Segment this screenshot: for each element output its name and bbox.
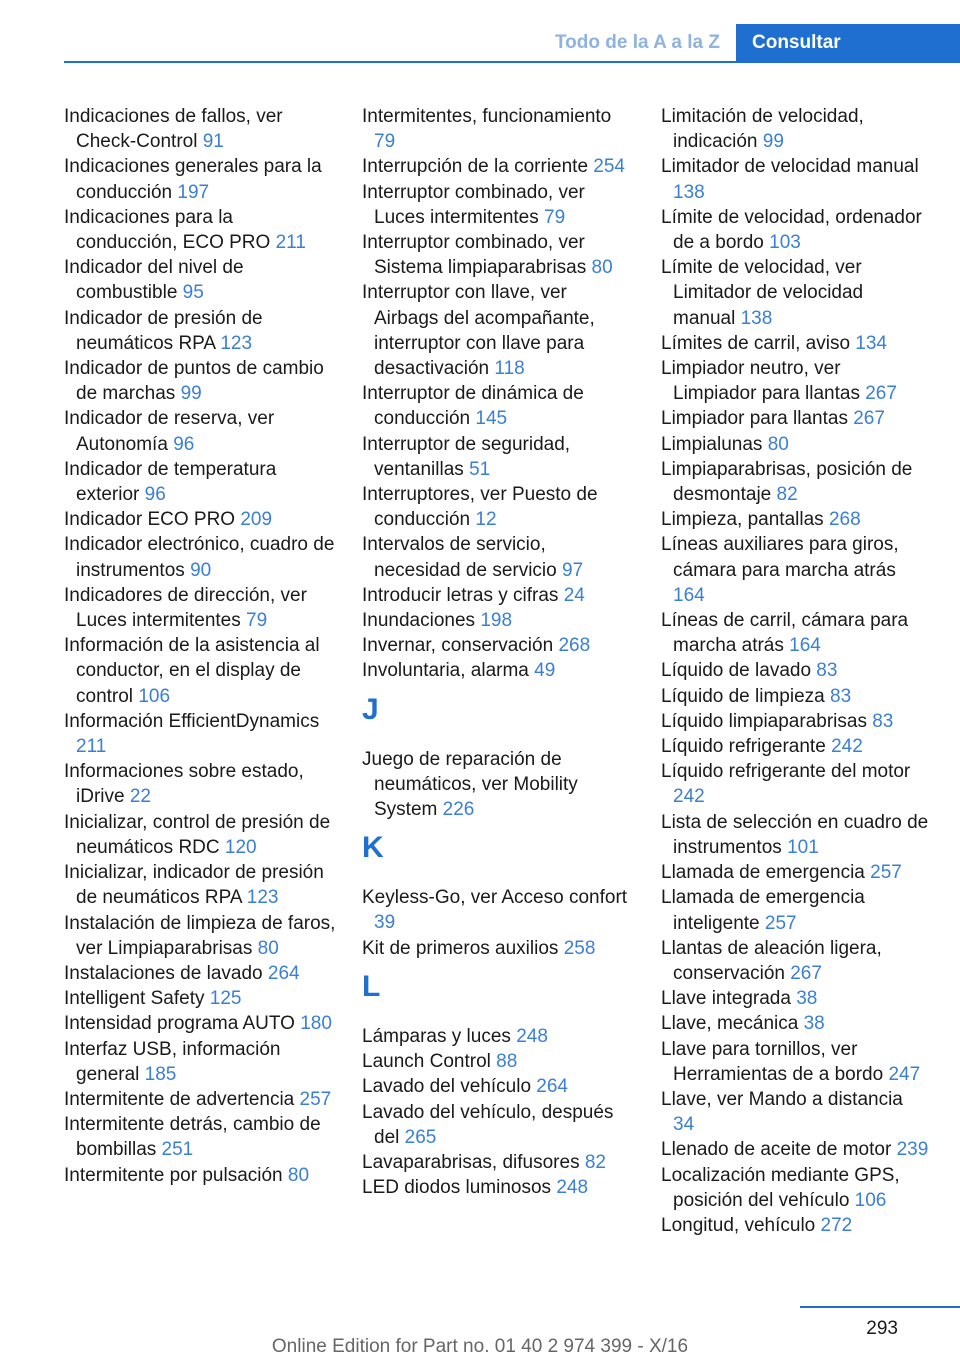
index-entry <box>661 608 929 658</box>
index-entry-text: Intermitente detrás, cambio de bombillas <box>64 1114 321 1161</box>
index-entry-text: Indicador del nivel de combustible <box>64 257 244 304</box>
index-entry <box>661 885 929 935</box>
index-page-link[interactable]: 265 <box>404 1126 437 1148</box>
index-entry <box>64 507 336 532</box>
index-page-link[interactable]: 164 <box>673 584 705 606</box>
index-page-link[interactable]: 257 <box>764 912 797 934</box>
index-entry-text: Intervalos de servicio, necesidad de servicio <box>362 534 557 581</box>
index-page-link[interactable]: 138 <box>740 307 773 329</box>
index-entry <box>362 180 634 230</box>
index-entry <box>661 1087 929 1137</box>
index-entry-text: Interruptor combinado, ver Sistema limpiaparabrisas <box>362 232 587 279</box>
index-page-link[interactable]: 79 <box>374 131 396 153</box>
index-page-link[interactable]: 257 <box>870 862 902 884</box>
index-page-link[interactable]: 209 <box>240 509 273 531</box>
index-entry <box>362 1074 634 1099</box>
index-entry <box>362 432 634 482</box>
index-page-link[interactable]: 257 <box>299 1088 332 1110</box>
index-entry-text: Inicializar, indicador de presión de neumáticos RPA <box>64 862 324 909</box>
index-entry <box>661 356 929 406</box>
index-entry-text: Localización mediante GPS, posición del vehículo <box>661 1164 900 1211</box>
index-page-link[interactable]: 51 <box>469 458 491 480</box>
index-column-1 <box>64 104 336 1188</box>
index-page-link[interactable]: 134 <box>855 332 887 354</box>
index-entry <box>64 532 336 582</box>
index-entry-text: Líneas auxiliares para giros, cámara para marcha atrás <box>661 534 899 581</box>
index-entry <box>362 104 634 154</box>
index-entry <box>362 1100 634 1150</box>
index-entry <box>362 1150 634 1175</box>
index-entry <box>661 255 929 331</box>
index-page-link[interactable]: 248 <box>556 1177 589 1199</box>
index-page-link[interactable]: 22 <box>129 786 151 808</box>
index-page-link[interactable]: 120 <box>224 836 257 858</box>
index-page-link[interactable]: 106 <box>854 1189 887 1211</box>
index-page-link[interactable]: 79 <box>544 206 566 228</box>
index-entry-text: Llamada de emergencia <box>661 862 865 884</box>
index-entry <box>362 482 634 532</box>
index-entry-text: Intermitente de advertencia <box>64 1088 295 1110</box>
index-entry-text: Instalaciones de lavado <box>64 962 263 984</box>
index-entry-text: Información de la asistencia al conductor, en el display de control <box>64 635 320 707</box>
index-entry-text: Interruptor de seguridad, ventanillas <box>362 433 571 480</box>
index-entry <box>64 810 336 860</box>
index-entry-text: Indicaciones de fallos, ver Check-Control <box>64 106 283 153</box>
index-page-link[interactable]: 268 <box>558 635 591 657</box>
index-entry <box>64 1037 336 1087</box>
index-page-link[interactable]: 80 <box>591 257 613 279</box>
index-page-link[interactable]: 251 <box>161 1139 194 1161</box>
index-entry <box>661 1137 929 1162</box>
index-entry-text: Límite de velocidad, ver Limitador de velocidad manual <box>661 257 864 329</box>
index-page-link[interactable]: 90 <box>190 559 212 581</box>
index-column-2 <box>362 104 634 1200</box>
index-letter-heading: J <box>362 692 379 726</box>
index-page-link[interactable]: 80 <box>257 937 279 959</box>
index-page-link[interactable]: 267 <box>853 408 885 430</box>
index-entry <box>362 747 634 823</box>
index-entry <box>661 457 929 507</box>
index-entry-text: Lámparas y luces <box>362 1025 511 1047</box>
index-entry-text: Indicador de presión de neumáticos RPA <box>64 307 263 354</box>
index-entry <box>64 583 336 633</box>
index-page-link[interactable]: 180 <box>300 1013 332 1035</box>
index-entry <box>64 1112 336 1162</box>
index-entry <box>64 1163 336 1188</box>
index-entry-text: Involuntaria, alarma <box>362 660 529 682</box>
index-entry <box>64 911 336 961</box>
index-page-link[interactable]: 80 <box>767 433 789 455</box>
index-entry <box>362 280 634 381</box>
index-entry-text: Interruptor combinado, ver Luces intermitentes <box>362 181 585 228</box>
index-entry-text: Llenado de aceite de motor <box>661 1139 892 1161</box>
index-page-link[interactable]: 239 <box>896 1139 929 1161</box>
index-entry-text: Lavado del vehículo <box>362 1076 532 1098</box>
header-active-tab[interactable]: Consultar <box>736 24 960 62</box>
index-entry-text: Juego de reparación de neumáticos, ver Mobility System <box>362 748 578 821</box>
index-entry <box>661 684 929 709</box>
index-entry <box>362 1024 634 1049</box>
index-entry-text: Intensidad programa AUTO <box>64 1013 295 1035</box>
index-entry-text: Líquido de limpieza <box>661 685 825 707</box>
index-page-link[interactable]: 95 <box>182 282 204 304</box>
index-page-link[interactable]: 83 <box>872 710 894 732</box>
index-entry-text: Intelligent Safety <box>64 988 205 1010</box>
index-page-link[interactable]: 83 <box>816 660 838 682</box>
index-entry-text: Interfaz USB, información general <box>64 1038 281 1085</box>
index-entry <box>362 1175 634 1200</box>
index-entry-text: Keyless-Go, ver Acceso confort <box>362 887 628 909</box>
index-page-link[interactable]: 258 <box>563 937 596 959</box>
index-entry <box>661 1011 929 1036</box>
index-entry <box>362 936 634 961</box>
index-entry <box>661 205 929 255</box>
index-entry-text: Llamada de emergencia inteligente <box>661 887 865 934</box>
index-entry <box>661 507 929 532</box>
index-entry-text: Líquido de lavado <box>661 660 812 682</box>
index-entry-text: Intermitentes, funcionamiento <box>362 106 612 127</box>
index-entry-text: Invernar, conservación <box>362 635 554 657</box>
index-page-link[interactable]: 79 <box>246 610 268 632</box>
index-entry <box>661 331 929 356</box>
index-entry-text: Limpialunas <box>661 433 763 455</box>
index-entry-text: Líquido refrigerante <box>661 736 826 758</box>
index-page-link[interactable]: 103 <box>769 232 801 254</box>
index-entry-text: Límite de velocidad, ordenador de a bordo <box>661 206 922 254</box>
index-entry-text: Interrupción de la corriente <box>362 156 589 178</box>
index-entry-text: Llave integrada <box>661 988 791 1010</box>
index-page-link[interactable]: 88 <box>496 1051 518 1073</box>
index-entry <box>362 532 634 582</box>
index-page-link[interactable]: 49 <box>534 660 556 682</box>
index-page-link[interactable]: 24 <box>563 584 585 606</box>
index-entry-text: Limitador de velocidad manual <box>661 156 919 178</box>
index-entry <box>64 356 336 406</box>
index-entry-text: Líquido refrigerante del motor <box>661 761 911 783</box>
index-entry <box>661 1037 929 1087</box>
index-entry <box>64 306 336 356</box>
index-entry <box>64 104 336 154</box>
index-entry <box>64 986 336 1011</box>
index-entry-text: Limpiaparabrisas, posición de desmontaje <box>661 458 913 506</box>
index-page-link[interactable]: 96 <box>144 484 166 506</box>
index-entry-text: Información EfficientDynamics <box>64 710 320 732</box>
index-page-link[interactable]: 118 <box>494 358 525 380</box>
index-entry <box>64 1011 336 1036</box>
index-page-link[interactable]: 198 <box>480 610 513 632</box>
index-page-link[interactable]: 91 <box>202 131 224 153</box>
index-page-link[interactable]: 97 <box>562 559 584 581</box>
index-entry <box>64 961 336 986</box>
index-entry <box>64 633 336 709</box>
index-page-link[interactable]: 264 <box>536 1076 568 1098</box>
index-entry-text: Indicador electrónico, cuadro de instrumentos <box>64 534 335 581</box>
index-page-link[interactable]: 268 <box>828 509 861 531</box>
index-page-link[interactable]: 264 <box>267 962 300 984</box>
index-page-link[interactable]: 138 <box>673 181 705 203</box>
index-entry <box>362 230 634 280</box>
index-page-link[interactable]: 82 <box>584 1151 606 1173</box>
index-entry <box>64 860 336 910</box>
header-section-tab[interactable]: Todo de la A a la Z <box>554 32 720 53</box>
index-page-link[interactable]: 83 <box>830 685 852 707</box>
index-entry-text: Intermitente por pulsación <box>64 1164 283 1186</box>
index-page-link[interactable]: 267 <box>865 383 897 405</box>
index-entry-text: Lavaparabrisas, difusores <box>362 1151 580 1173</box>
index-page-link[interactable]: 164 <box>789 635 821 657</box>
index-page-link[interactable]: 267 <box>790 962 822 984</box>
index-entry-text: Indicadores de dirección, ver Luces intermitentes <box>64 584 307 632</box>
index-page-link[interactable]: 272 <box>820 1214 853 1236</box>
index-entry <box>64 205 336 255</box>
index-page-link[interactable]: 197 <box>177 181 210 203</box>
index-entry <box>661 734 929 759</box>
index-page-link[interactable]: 123 <box>246 887 279 909</box>
index-page-link[interactable]: 185 <box>144 1063 177 1085</box>
index-page-link[interactable]: 226 <box>442 799 475 821</box>
index-entry-text: Indicador de temperatura exterior <box>64 458 277 506</box>
footer-rule <box>800 1306 960 1308</box>
index-entry <box>661 154 929 204</box>
index-page-link[interactable]: 34 <box>673 1114 695 1136</box>
index-entry-text: Interruptor con llave, ver Airbags del acompañante, interruptor con llave para desactivación <box>362 282 595 380</box>
index-entry <box>362 154 634 179</box>
index-letter-heading: K <box>362 831 384 865</box>
index-entry-text: Indicador ECO PRO <box>64 509 236 531</box>
page-number: 293 <box>866 1318 898 1339</box>
index-page-link[interactable]: 38 <box>803 1013 825 1035</box>
index-entry-text: Limpieza, pantallas <box>661 509 824 531</box>
index-entry <box>362 885 634 935</box>
index-page-link[interactable]: 211 <box>76 736 107 758</box>
index-entry <box>64 154 336 204</box>
index-entry <box>661 860 929 885</box>
index-page-link[interactable]: 106 <box>138 685 171 707</box>
index-entry-text: Interruptores, ver Puesto de conducción <box>362 484 598 531</box>
index-entry <box>661 709 929 734</box>
index-page-link[interactable]: 145 <box>475 408 508 430</box>
index-entry <box>64 406 336 456</box>
index-entry <box>661 104 929 154</box>
index-entry-text: Llave, ver Mando a distancia <box>661 1088 903 1110</box>
index-entry <box>64 1087 336 1112</box>
index-page-link[interactable]: 123 <box>220 332 253 354</box>
index-entry <box>661 532 929 608</box>
index-entry-text: Líquido limpiaparabrisas <box>661 710 867 732</box>
index-entry-text: Indicaciones para la conducción, ECO PRO <box>64 206 271 254</box>
index-entry-text: Llantas de aleación ligera, conservación <box>661 937 882 984</box>
index-page-link[interactable]: 247 <box>888 1063 921 1085</box>
index-entry <box>661 1213 929 1238</box>
index-entry-text: Inundaciones <box>362 610 476 632</box>
index-entry <box>362 608 634 633</box>
index-entry-text: Lavado del vehículo, después del <box>362 1101 614 1148</box>
index-entry-text: Indicador de reserva, ver Autonomía <box>64 408 275 455</box>
index-entry-text: Kit de primeros auxilios <box>362 937 559 959</box>
index-entry-text: Inicializar, control de presión de neumáticos RDC <box>64 811 331 858</box>
index-entry <box>661 432 929 457</box>
index-entry-text: Interruptor de dinámica de conducción <box>362 383 584 430</box>
index-page-link[interactable]: 211 <box>275 232 306 254</box>
index-entry-text: Lista de selección en cuadro de instrumentos <box>661 811 929 858</box>
index-page-link[interactable]: 96 <box>173 433 195 455</box>
index-page-link[interactable]: 99 <box>762 131 784 153</box>
index-entry-text: Llave para tornillos, ver Herramientas de a bordo <box>661 1038 884 1085</box>
index-entry-text: Longitud, vehículo <box>661 1214 816 1236</box>
index-entry-text: Límites de carril, aviso <box>661 332 851 354</box>
index-letter-heading: L <box>362 969 381 1003</box>
index-entry-text: Instalación de limpieza de faros, ver Limpiaparabrisas <box>64 912 336 959</box>
index-page-link[interactable]: 125 <box>209 988 242 1010</box>
index-entry-text: Limitación de velocidad, indicación <box>661 106 864 153</box>
index-page-link[interactable]: 101 <box>787 836 819 858</box>
index-entry <box>362 658 634 683</box>
index-entry-text: Limpiador neutro, ver Limpiador para llantas <box>661 358 860 405</box>
index-entry <box>661 986 929 1011</box>
index-entry <box>362 633 634 658</box>
index-entry-text: Indicaciones generales para la conducción <box>64 156 322 203</box>
index-page-link[interactable]: 80 <box>287 1164 310 1186</box>
index-entry <box>64 759 336 809</box>
index-entry-text: Líneas de carril, cámara para marcha atrás <box>661 610 909 657</box>
index-page-link[interactable]: 242 <box>831 736 863 758</box>
index-entry <box>661 759 929 809</box>
index-entry <box>64 457 336 507</box>
index-entry <box>661 936 929 986</box>
index-page-link[interactable]: 248 <box>516 1025 548 1047</box>
index-page-link[interactable]: 12 <box>475 509 497 531</box>
index-entry <box>661 810 929 860</box>
index-entry-text: LED diodos luminosos <box>362 1177 552 1199</box>
index-page-link[interactable]: 82 <box>776 484 798 506</box>
index-entry <box>362 583 634 608</box>
index-entry <box>661 406 929 431</box>
index-page-link[interactable]: 242 <box>673 786 705 808</box>
index-page-link[interactable]: 39 <box>374 912 396 934</box>
index-entry-text: Indicador de puntos de cambio de marchas <box>64 358 324 405</box>
index-column-3 <box>661 104 929 1238</box>
index-page-link[interactable]: 254 <box>593 156 625 178</box>
index-entry-text: Informaciones sobre estado, iDrive <box>64 761 304 808</box>
index-entry-text: Launch Control <box>362 1051 491 1073</box>
header-rule <box>64 61 960 63</box>
index-entry <box>362 1049 634 1074</box>
index-entry <box>661 658 929 683</box>
index-entry <box>64 255 336 305</box>
index-page-link[interactable]: 38 <box>796 988 818 1010</box>
index-entry <box>362 381 634 431</box>
index-entry-text: Limpiador para llantas <box>661 408 848 430</box>
index-entry <box>64 709 336 759</box>
index-entry <box>661 1163 929 1213</box>
footer-edition: Online Edition for Part no. 01 40 2 974 399 - X/16 <box>271 1336 689 1357</box>
index-page-link[interactable]: 99 <box>180 383 202 405</box>
index-entry-text: Llave, mecánica <box>661 1013 799 1035</box>
index-entry-text: Introducir letras y cifras <box>362 584 559 606</box>
